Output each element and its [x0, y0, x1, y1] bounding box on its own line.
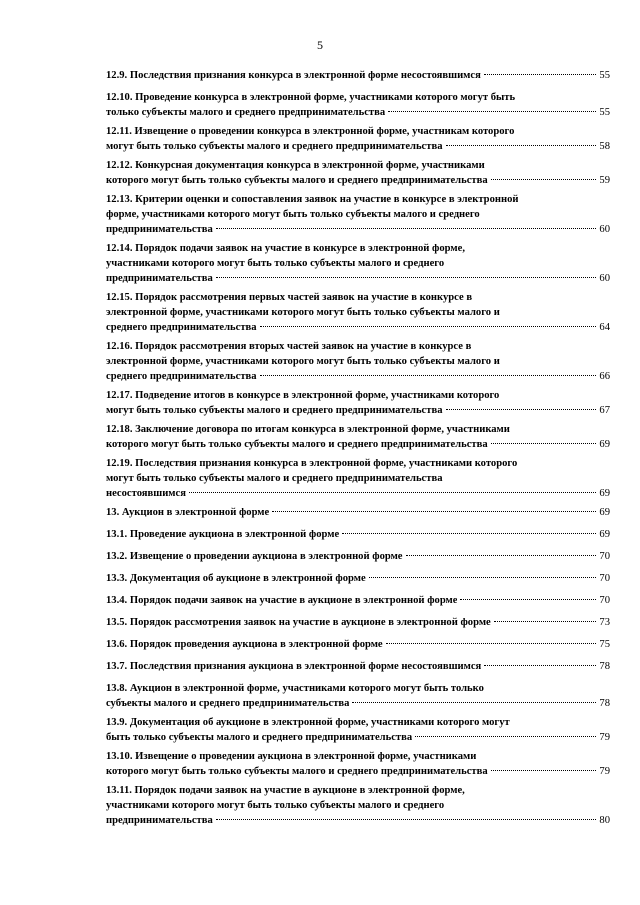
toc-entry-title-line: только субъекты малого и среднего предпринимательства: [106, 107, 386, 118]
toc-page-number: 80: [599, 815, 610, 826]
toc-entry-title-line: форме, участниками которого могут быть только субъекты малого и среднего: [106, 209, 480, 220]
toc-page-number: 55: [599, 107, 610, 118]
dot-leader: [272, 510, 596, 512]
toc-entry-title-line: 12.10. Проведение конкурса в электронной форме, участниками которого могут быть: [106, 92, 516, 103]
dot-leader: [446, 408, 597, 410]
toc-entry-title-line: могут быть только субъекты малого и среднего предпринимательства: [106, 141, 443, 152]
toc-page-number: 69: [599, 488, 610, 499]
dot-leader: [369, 576, 597, 578]
toc-entry-title-line: 13.10. Извещение о проведении аукциона в электронной форме, участниками: [106, 751, 477, 762]
toc-entry-title-line: 12.12. Конкурсная документация конкурса в электронной форме, участниками: [106, 160, 485, 171]
toc-entry[interactable]: [106, 505, 610, 520]
toc-entry-title-line: предпринимательства: [106, 273, 213, 284]
dot-leader: [484, 73, 597, 75]
toc-entry-title-line: 13.11. Порядок подачи заявок на участие в аукционе в электронной форме,: [106, 785, 465, 796]
toc-entry[interactable]: [106, 124, 610, 154]
toc-page-number: 75: [599, 639, 610, 650]
toc-entry-title-line: 13.5. Порядок рассмотрения заявок на участие в аукционе в электронной форме: [106, 617, 491, 628]
toc-page-number: 79: [599, 766, 610, 777]
toc-page-number: 70: [599, 551, 610, 562]
dot-leader: [189, 491, 596, 493]
dot-leader: [352, 701, 596, 703]
toc-entry-title-line: 13.3. Документация об аукционе в электронной форме: [106, 573, 366, 584]
toc-entry-title-line: 12.9. Последствия признания конкурса в электронной форме несостоявшимся: [106, 70, 481, 81]
dot-leader: [491, 178, 597, 180]
toc-entry-title-line: участниками которого могут быть только субъекты малого и среднего: [106, 258, 445, 269]
toc-entry-title-line: 13.4. Порядок подачи заявок на участие в аукционе в электронной форме: [106, 595, 458, 606]
toc-page-number: 69: [599, 529, 610, 540]
toc-page-number: 59: [599, 175, 610, 186]
toc-entry-title-line: среднего предпринимательства: [106, 322, 257, 333]
toc-entry[interactable]: [106, 158, 610, 188]
toc-entry-title-line: 13. Аукцион в электронной форме: [106, 507, 270, 518]
toc-entry[interactable]: [106, 637, 610, 652]
dot-leader: [216, 276, 597, 278]
dot-leader: [491, 442, 597, 444]
toc-entry[interactable]: [106, 241, 610, 286]
toc-page-number: 70: [599, 573, 610, 584]
toc-page-number: 79: [599, 732, 610, 743]
toc-entry-title-line: которого могут быть только субъекты малого и среднего предпринимательства: [106, 175, 488, 186]
toc-entry-title-line: 12.15. Порядок рассмотрения первых частей заявок на участие в конкурсе в: [106, 292, 473, 303]
toc-page-number: 78: [599, 661, 610, 672]
toc-entry[interactable]: [106, 749, 610, 779]
toc-entry[interactable]: [106, 549, 610, 564]
toc-entry[interactable]: [106, 388, 610, 418]
toc-entry[interactable]: [106, 783, 610, 828]
toc-entry-title-line: 13.2. Извещение о проведении аукциона в электронной форме: [106, 551, 403, 562]
toc-page-number: 60: [599, 224, 610, 235]
toc-page-number: 69: [599, 507, 610, 518]
toc-entry-title-line: 13.8. Аукцион в электронной форме, участниками которого могут быть только: [106, 683, 484, 694]
toc-entry-title-line: среднего предпринимательства: [106, 371, 257, 382]
toc-entry[interactable]: [106, 527, 610, 542]
toc-entry[interactable]: [106, 192, 610, 237]
toc-entry-title-line: предпринимательства: [106, 815, 213, 826]
dot-leader: [260, 325, 597, 327]
toc-entry-title-line: 12.17. Подведение итогов в конкурсе в электронной форме, участниками которого: [106, 390, 500, 401]
toc-entry-title-line: 12.14. Порядок подачи заявок на участие в конкурсе в электронной форме,: [106, 243, 465, 254]
dot-leader: [446, 144, 597, 146]
dot-leader: [415, 735, 596, 737]
dot-leader: [406, 554, 597, 556]
toc-entry-title-line: которого могут быть только субъекты малого и среднего предпринимательства: [106, 439, 488, 450]
toc-entry-title-line: могут быть только субъекты малого и среднего предпринимательства: [106, 405, 443, 416]
toc-entry[interactable]: [106, 659, 610, 674]
toc-entry-title-line: 13.9. Документация об аукционе в электронной форме, участниками которого могут: [106, 717, 510, 728]
toc-entry[interactable]: [106, 615, 610, 630]
toc-page-number: 67: [599, 405, 610, 416]
toc-entry[interactable]: [106, 456, 610, 501]
toc-page-number: 64: [599, 322, 610, 333]
toc-entry-title-line: 12.16. Порядок рассмотрения вторых частей заявок на участие в конкурсе в: [106, 341, 472, 352]
table-of-contents: [106, 68, 610, 832]
toc-page-number: 73: [599, 617, 610, 628]
dot-leader: [386, 642, 597, 644]
dot-leader: [260, 374, 597, 376]
toc-page-number: 69: [599, 439, 610, 450]
dot-leader: [388, 110, 596, 112]
dot-leader: [491, 769, 597, 771]
toc-entry-title-line: 13.1. Проведение аукциона в электронной форме: [106, 529, 340, 540]
toc-entry-title-line: 12.19. Последствия признания конкурса в электронной форме, участниками которого: [106, 458, 518, 469]
toc-entry-title-line: субъекты малого и среднего предпринимательства: [106, 698, 350, 709]
toc-entry-title-line: 13.6. Порядок проведения аукциона в электронной форме: [106, 639, 383, 650]
toc-entry[interactable]: [106, 90, 610, 120]
toc-page-number: 78: [599, 698, 610, 709]
toc-page-number: 60: [599, 273, 610, 284]
toc-entry-title-line: 12.13. Критерии оценки и сопоставления заявок на участие в конкурсе в электронной: [106, 194, 519, 205]
dot-leader: [460, 598, 596, 600]
toc-entry[interactable]: [106, 68, 610, 83]
toc-entry-title-line: 12.18. Заключение договора по итогам конкурса в электронной форме, участниками: [106, 424, 510, 435]
toc-entry-title-line: несостоявшимся: [106, 488, 186, 499]
toc-entry-title-line: участниками которого могут быть только субъекты малого и среднего: [106, 800, 445, 811]
dot-leader: [342, 532, 596, 534]
page-number: 5: [317, 38, 323, 52]
dot-leader: [484, 664, 596, 666]
toc-entry-title-line: электронной форме, участниками которого могут быть только субъекты малого и: [106, 307, 500, 318]
toc-entry[interactable]: [106, 422, 610, 452]
toc-entry-title-line: 12.11. Извещение о проведении конкурса в электронной форме, участникам которого: [106, 126, 515, 137]
toc-entry-title-line: предпринимательства: [106, 224, 213, 235]
toc-entry[interactable]: [106, 290, 610, 335]
toc-entry-title-line: электронной форме, участниками которого могут быть только субъекты малого и: [106, 356, 500, 367]
toc-entry[interactable]: [106, 681, 610, 711]
toc-page-number: 66: [599, 371, 610, 382]
dot-leader: [494, 620, 597, 622]
toc-entry-title-line: быть только субъекты малого и среднего предпринимательства: [106, 732, 413, 743]
dot-leader: [216, 818, 597, 820]
toc-entry-title-line: которого могут быть только субъекты малого и среднего предпринимательства: [106, 766, 488, 777]
toc-entry[interactable]: [106, 339, 610, 384]
toc-page-number: 55: [599, 70, 610, 81]
toc-entry-title-line: 13.7. Последствия признания аукциона в электронной форме несостоявшимся: [106, 661, 482, 672]
toc-page-number: 70: [599, 595, 610, 606]
dot-leader: [216, 227, 597, 229]
toc-page-number: 58: [599, 141, 610, 152]
toc-entry[interactable]: [106, 571, 610, 586]
toc-entry[interactable]: [106, 715, 610, 745]
toc-entry-title-line: могут быть только субъекты малого и среднего предпринимательства: [106, 473, 443, 484]
toc-entry[interactable]: [106, 593, 610, 608]
